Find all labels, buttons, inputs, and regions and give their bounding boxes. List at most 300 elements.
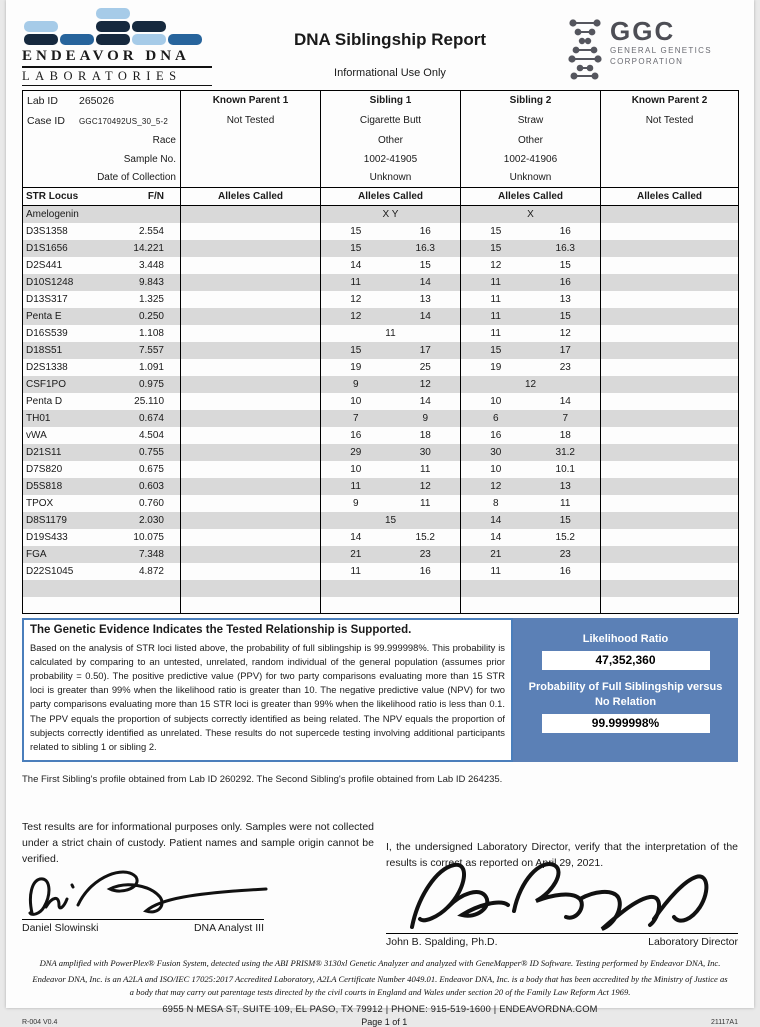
- known-parent-1-alleles: [181, 580, 321, 597]
- known-parent-1-alleles: [181, 308, 321, 325]
- sibling-2-alleles: [461, 223, 601, 240]
- known-parent-1-alleles: [181, 563, 321, 580]
- str-table-body: [23, 206, 739, 614]
- str-row: [23, 359, 739, 376]
- allele-value: 8: [492, 497, 499, 509]
- allele-value: 19: [350, 361, 362, 373]
- sibling-1-alleles: [321, 325, 461, 342]
- sibling-1-alleles: [321, 546, 461, 563]
- locus-name: FGA: [26, 548, 47, 560]
- lab-id-value: 265026: [79, 94, 115, 107]
- locus-fn-cell: [23, 444, 181, 461]
- allele-value: 11: [490, 310, 501, 322]
- allele-value: 16: [419, 565, 431, 577]
- sibling-2-alleles: [461, 478, 601, 495]
- locus-fn-cell: [23, 342, 181, 359]
- str-row: [23, 257, 739, 274]
- locus-fn-cell: [23, 376, 181, 393]
- allele-value: 16.3: [415, 242, 435, 254]
- sibling-2-alleles: [461, 410, 601, 427]
- str-row: [23, 478, 739, 495]
- locus-fn-cell: [23, 427, 181, 444]
- locus-name: CSF1PO: [26, 378, 67, 390]
- known-parent-1-alleles: [181, 393, 321, 410]
- allele-value: 17: [559, 344, 571, 356]
- allele-value: 9: [352, 378, 359, 390]
- fn-value: 1.091: [138, 361, 164, 373]
- allele-value: 15: [490, 242, 502, 254]
- sibling-1-alleles: [321, 274, 461, 291]
- str-row: [23, 529, 739, 546]
- fn-value: 4.872: [138, 565, 164, 577]
- fn-value: 0.675: [138, 463, 164, 475]
- fn-value: 0.760: [138, 497, 164, 509]
- known-parent-1-alleles: [181, 461, 321, 478]
- endeavor-dna-logo: [22, 8, 212, 90]
- likelihood-ratio-label: Likelihood Ratio: [582, 633, 669, 645]
- allele-value: 11: [420, 497, 431, 509]
- sibling-1-alleles: [321, 359, 461, 376]
- race-value: Other: [321, 131, 461, 150]
- logo-block-empty: [168, 21, 202, 32]
- locus-name: D3S1358: [26, 225, 68, 237]
- logo-block: [24, 21, 58, 32]
- sample-no-value: 1002-41905: [321, 150, 461, 169]
- locus-fn-cell: [23, 291, 181, 308]
- allele-value: 21: [350, 548, 362, 560]
- logo-block-empty: [168, 8, 202, 19]
- locus-fn-cell: [23, 359, 181, 376]
- known-parent-1-alleles: [181, 597, 321, 614]
- profiles-note: The First Sibling's profile obtained from Lab ID 260292. The Second Sibling's profile obtained from Lab ID 264235.: [22, 773, 503, 785]
- allele-value: 29: [350, 446, 362, 458]
- locus-fn-cell: [23, 512, 181, 529]
- locus-fn-cell: [23, 495, 181, 512]
- known-parent-2-alleles: [601, 274, 739, 291]
- report-page: [6, 0, 754, 1027]
- probability-label: Probability of Full Siblingship versus No Relation: [528, 680, 723, 708]
- sibling-2-alleles: [461, 291, 601, 308]
- allele-value: 19: [490, 361, 502, 373]
- allele-value: 25: [419, 361, 431, 373]
- str-row: [23, 427, 739, 444]
- str-row: [23, 512, 739, 529]
- sibling-2-alleles: [461, 546, 601, 563]
- collection-date-label: Date of Collection: [97, 172, 176, 184]
- analyst-name: Daniel Slowinski: [22, 922, 99, 935]
- dna-helix-icon: [568, 18, 602, 80]
- allele-value: X: [527, 208, 534, 220]
- locus-fn-cell: [23, 461, 181, 478]
- sibling-2-alleles: [461, 376, 601, 393]
- report-code: 21117A1: [711, 1018, 738, 1026]
- known-parent-2-alleles: [601, 427, 739, 444]
- known-parent-1-alleles: [181, 240, 321, 257]
- known-parent-2-alleles: [601, 308, 739, 325]
- sibling-1-alleles: [321, 376, 461, 393]
- known-parent-2-alleles: [601, 257, 739, 274]
- str-row: [23, 563, 739, 580]
- allele-value: 14: [350, 531, 362, 543]
- analyst-signature-line: [22, 919, 264, 920]
- known-parent-1-alleles: [181, 325, 321, 342]
- str-row: [23, 393, 739, 410]
- allele-value: 23: [559, 548, 571, 560]
- sibling-1-alleles: [321, 512, 461, 529]
- known-parent-2-alleles: [601, 495, 739, 512]
- allele-value: 31.2: [555, 446, 575, 458]
- str-row: [23, 410, 739, 427]
- document-code: R-004 V0.4: [22, 1018, 58, 1026]
- column-header-known-parent-2: Known Parent 2: [601, 91, 739, 111]
- known-parent-1-alleles: [181, 376, 321, 393]
- fn-value: 3.448: [138, 259, 164, 271]
- sibling-2-alleles: [461, 461, 601, 478]
- sample-type: Straw: [461, 111, 601, 131]
- locus-fn-cell: [23, 240, 181, 257]
- report-title: DNA Siblingship Report: [293, 30, 487, 49]
- known-parent-1-alleles: [181, 410, 321, 427]
- known-parent-2-alleles: [601, 325, 739, 342]
- ggc-logo: [568, 8, 738, 90]
- fn-value: 0.975: [138, 378, 164, 390]
- collection-date-value: [601, 169, 739, 188]
- fn-value: 0.674: [138, 412, 164, 424]
- sibling-1-alleles: [321, 240, 461, 257]
- allele-value: 15.2: [555, 531, 575, 543]
- sibling-2-alleles: [461, 240, 601, 257]
- allele-value: 9: [352, 497, 359, 509]
- conclusion-box: [22, 618, 513, 762]
- known-parent-1-alleles: [181, 291, 321, 308]
- allele-value: 12: [350, 293, 362, 305]
- logo-block: [96, 8, 130, 19]
- sibling-1-alleles: [321, 308, 461, 325]
- logo-block: [132, 21, 166, 32]
- logo-block: [96, 34, 130, 45]
- sample-type: Not Tested: [181, 111, 321, 131]
- fn-value: 14.221: [133, 242, 164, 254]
- locus-name: Amelogenin: [26, 208, 79, 220]
- locus-name: D7S820: [26, 463, 63, 475]
- director-name: John B. Spalding, Ph.D.: [386, 936, 498, 949]
- allele-value: 14: [559, 395, 571, 407]
- director-verification: I, the undersigned Laboratory Director, verify that the interpretation of the results is correct as reported on April 29, 2021.: [386, 840, 738, 870]
- logo-block-empty: [60, 8, 94, 19]
- locus-name: Penta E: [26, 310, 62, 322]
- likelihood-ratio-box: [513, 618, 738, 762]
- fn-value: 2.030: [138, 514, 164, 526]
- known-parent-2-alleles: [601, 546, 739, 563]
- allele-value: 14: [419, 395, 431, 407]
- known-parent-2-alleles: [601, 461, 739, 478]
- locus-name: D2S1338: [26, 361, 68, 373]
- case-id-label: Case ID: [27, 114, 65, 127]
- sample-no-label: Sample No.: [123, 153, 176, 165]
- ggc-abbr: GGC: [610, 16, 676, 46]
- race-value: [181, 131, 321, 150]
- locus-fn-cell: [23, 410, 181, 427]
- report-header: [22, 8, 738, 90]
- fn-value: 10.075: [133, 531, 164, 543]
- logo-block: [132, 34, 166, 45]
- sample-no-value: [601, 150, 739, 169]
- locus-fn-cell: [23, 546, 181, 563]
- allele-value: 14: [490, 531, 502, 543]
- locus-name: D2S441: [26, 259, 63, 271]
- allele-value: 18: [419, 429, 431, 441]
- allele-value: 17: [419, 344, 431, 356]
- allele-value: 11: [490, 293, 501, 305]
- allele-value: 11: [385, 327, 396, 339]
- str-row: [23, 274, 739, 291]
- allele-value: 16: [490, 429, 502, 441]
- str-row: [23, 461, 739, 478]
- endeavor-logo-line2: LABORATORIES: [22, 68, 212, 86]
- locus-name: Penta D: [26, 395, 63, 407]
- locus-name: D8S1179: [26, 514, 67, 526]
- allele-value: 16: [350, 429, 362, 441]
- sibling-2-alleles: [461, 512, 601, 529]
- allele-value: 15: [559, 310, 571, 322]
- locus-name: TPOX: [26, 497, 54, 509]
- locus-fn-cell: [23, 580, 181, 597]
- allele-value: 9: [422, 412, 429, 424]
- known-parent-2-alleles: [601, 410, 739, 427]
- sibling-1-alleles: [321, 444, 461, 461]
- allele-value: 13: [559, 293, 571, 305]
- known-parent-2-alleles: [601, 444, 739, 461]
- sibling-1-alleles: [321, 206, 461, 223]
- logo-block-empty: [60, 21, 94, 32]
- sibling-2-alleles: [461, 308, 601, 325]
- allele-value: 12: [559, 327, 571, 339]
- known-parent-2-alleles: [601, 529, 739, 546]
- locus-fn-cell: [23, 308, 181, 325]
- signature-section: [22, 873, 738, 951]
- sibling-1-alleles: [321, 427, 461, 444]
- known-parent-2-alleles: [601, 512, 739, 529]
- allele-value: 13: [559, 480, 571, 492]
- allele-value: 16: [419, 225, 431, 237]
- known-parent-2-alleles: [601, 376, 739, 393]
- allele-value: 21: [490, 548, 502, 560]
- endeavor-logo-blocks-icon: [24, 8, 212, 45]
- fn-header: F/N: [147, 191, 164, 202]
- lab-id-label: Lab ID: [27, 94, 58, 107]
- sibling-1-alleles: [321, 529, 461, 546]
- fn-value: 0.603: [138, 480, 164, 492]
- locus-name: D10S1248: [26, 276, 74, 288]
- allele-value: 14: [350, 259, 362, 271]
- allele-value: 15: [384, 514, 397, 526]
- analyst-title: DNA Analyst III: [193, 922, 264, 935]
- str-row: [23, 291, 739, 308]
- allele-value: 15.2: [415, 531, 435, 543]
- allele-value: 16: [559, 225, 571, 237]
- alleles-called-header: Alleles Called: [461, 188, 601, 206]
- known-parent-1-alleles: [181, 274, 321, 291]
- sibling-1-alleles: [321, 223, 461, 240]
- allele-value: 15: [559, 259, 571, 271]
- allele-value: 7: [352, 412, 359, 424]
- collection-date-value: Unknown: [321, 169, 461, 188]
- likelihood-ratio-value: 47,352,360: [542, 651, 710, 670]
- sibling-2-alleles: [461, 427, 601, 444]
- director-signature-icon: [396, 841, 736, 941]
- str-row: [23, 223, 739, 240]
- alleles-called-header: Alleles Called: [321, 188, 461, 206]
- alleles-called-header: Alleles Called: [181, 188, 321, 206]
- sibling-2-alleles: [461, 325, 601, 342]
- allele-value: 12: [419, 480, 431, 492]
- known-parent-2-alleles: [601, 206, 739, 223]
- allele-value: 13: [419, 293, 431, 305]
- sibling-1-alleles: [321, 580, 461, 597]
- locus-fn-cell: [23, 597, 181, 614]
- allele-value: 12: [419, 378, 431, 390]
- sibling-2-alleles: [461, 206, 601, 223]
- locus-fn-cell: [23, 478, 181, 495]
- allele-value: 23: [559, 361, 571, 373]
- conclusion-title: The Genetic Evidence Indicates the Tested Relationship is Supported.: [30, 624, 412, 636]
- known-parent-1-alleles: [181, 512, 321, 529]
- sibling-2-alleles: [461, 529, 601, 546]
- known-parent-2-alleles: [601, 359, 739, 376]
- allele-value: 6: [492, 412, 499, 424]
- known-parent-1-alleles: [181, 427, 321, 444]
- str-locus-header: STR Locus: [26, 191, 79, 202]
- sibling-1-alleles: [321, 393, 461, 410]
- director-title: Laboratory Director: [648, 936, 738, 949]
- race-label: Race: [152, 134, 176, 146]
- ggc-name-line2: CORPORATION: [610, 56, 684, 66]
- logo-block: [168, 34, 202, 45]
- locus-fn-cell: [23, 257, 181, 274]
- probability-value: 99.999998%: [542, 714, 710, 733]
- allele-value: 16: [559, 565, 571, 577]
- director-signature-block: [386, 873, 738, 951]
- str-row: [23, 580, 739, 597]
- logo-block: [24, 34, 58, 45]
- str-row: [23, 325, 739, 342]
- allele-value: 15: [350, 242, 362, 254]
- director-signature-line: [386, 933, 738, 934]
- fn-value: 1.108: [138, 327, 164, 339]
- allele-value: 10: [350, 463, 362, 475]
- locus-name: TH01: [26, 412, 51, 424]
- locus-fn-cell: [23, 529, 181, 546]
- sibling-2-alleles: [461, 563, 601, 580]
- sibling-2-alleles: [461, 580, 601, 597]
- locus-name: D21S11: [26, 446, 62, 458]
- allele-value: 11: [420, 463, 431, 475]
- allele-value: 15: [490, 344, 502, 356]
- sample-no-value: [181, 150, 321, 169]
- known-parent-2-alleles: [601, 478, 739, 495]
- allele-value: 15: [350, 344, 362, 356]
- fn-value: 0.755: [138, 446, 164, 458]
- footer-methods-line: DNA amplified with PowerPlex® Fusion System, detected using the ABI PRISM® 3130xl Genetic Analyzer and analyzed with GeneMapper® ID Software. Testing performed by Endeavor DNA, Inc.: [39, 958, 721, 969]
- str-row: [23, 240, 739, 257]
- known-parent-1-alleles: [181, 546, 321, 563]
- case-info-section: [23, 91, 739, 188]
- sibling-2-alleles: [461, 359, 601, 376]
- allele-value: 15: [350, 225, 362, 237]
- fn-value: 2.554: [138, 225, 164, 237]
- locus-name: D16S539: [26, 327, 68, 339]
- str-row: [23, 308, 739, 325]
- report-subtitle: Informational Use Only: [334, 67, 446, 79]
- known-parent-1-alleles: [181, 342, 321, 359]
- known-parent-1-alleles: [181, 206, 321, 223]
- str-row: [23, 444, 739, 461]
- allele-value: 12: [490, 259, 502, 271]
- sibling-1-alleles: [321, 291, 461, 308]
- allele-value: 11: [350, 480, 361, 492]
- locus-fn-cell: [23, 206, 181, 223]
- known-parent-1-alleles: [181, 359, 321, 376]
- fn-value: 7.348: [138, 548, 164, 560]
- endeavor-logo-line1: ENDEAVOR DNA: [22, 48, 212, 68]
- allele-value: 10: [490, 463, 502, 475]
- results-summary: [22, 618, 738, 762]
- locus-fn-cell: [23, 223, 181, 240]
- locus-name: D5S818: [26, 480, 63, 492]
- locus-name: D22S1045: [26, 565, 74, 577]
- logo-block: [60, 34, 94, 45]
- locus-name: vWA: [26, 429, 47, 441]
- allele-value: 15: [559, 514, 571, 526]
- column-header-sibling-2: Sibling 2: [461, 91, 601, 111]
- allele-value: 11: [560, 497, 571, 509]
- str-row: [23, 597, 739, 614]
- allele-value: 15: [490, 225, 502, 237]
- footer-accreditation-line: Endeavor DNA, Inc. is an A2LA and ISO/IEC 17025:2017 Accredited Laboratory, A2LA Certificate Number 4049.01. Endeavor DNA, Inc. is a body that has been accredited by the Ministry of Justice as a body that may carry out parentage tests directed by the civil courts in England and Wales under section 20 of the Family Law Reform Act 1969.: [32, 974, 728, 998]
- sample-no-value: 1002-41906: [461, 150, 601, 169]
- known-parent-2-alleles: [601, 240, 739, 257]
- allele-value: 11: [350, 565, 361, 577]
- page-number: Page 1 of 1: [361, 1017, 408, 1027]
- alleles-called-header: Alleles Called: [601, 188, 739, 206]
- analyst-signature-block: [22, 873, 264, 951]
- locus-fn-cell: [23, 325, 181, 342]
- fn-value: 0.250: [138, 310, 164, 322]
- allele-value: 16.3: [555, 242, 575, 254]
- known-parent-1-alleles: [181, 478, 321, 495]
- sample-type: Not Tested: [601, 111, 739, 131]
- logo-block-empty: [24, 8, 58, 19]
- known-parent-2-alleles: [601, 291, 739, 308]
- sibling-2-alleles: [461, 257, 601, 274]
- report-footer: [22, 957, 738, 1027]
- locus-fn-cell: [23, 563, 181, 580]
- sibling-1-alleles: [321, 597, 461, 614]
- column-header-known-parent-1: Known Parent 1: [181, 91, 321, 111]
- sibling-1-alleles: [321, 495, 461, 512]
- allele-value: 14: [419, 310, 431, 322]
- locus-name: D19S433: [26, 531, 68, 543]
- collection-date-value: [181, 169, 321, 188]
- race-value: [601, 131, 739, 150]
- fn-value: 4.504: [138, 429, 164, 441]
- alleles-header-row: [23, 188, 739, 206]
- allele-value: 23: [419, 548, 431, 560]
- allele-value: 7: [562, 412, 569, 424]
- known-parent-2-alleles: [601, 580, 739, 597]
- sibling-1-alleles: [321, 410, 461, 427]
- known-parent-2-alleles: [601, 393, 739, 410]
